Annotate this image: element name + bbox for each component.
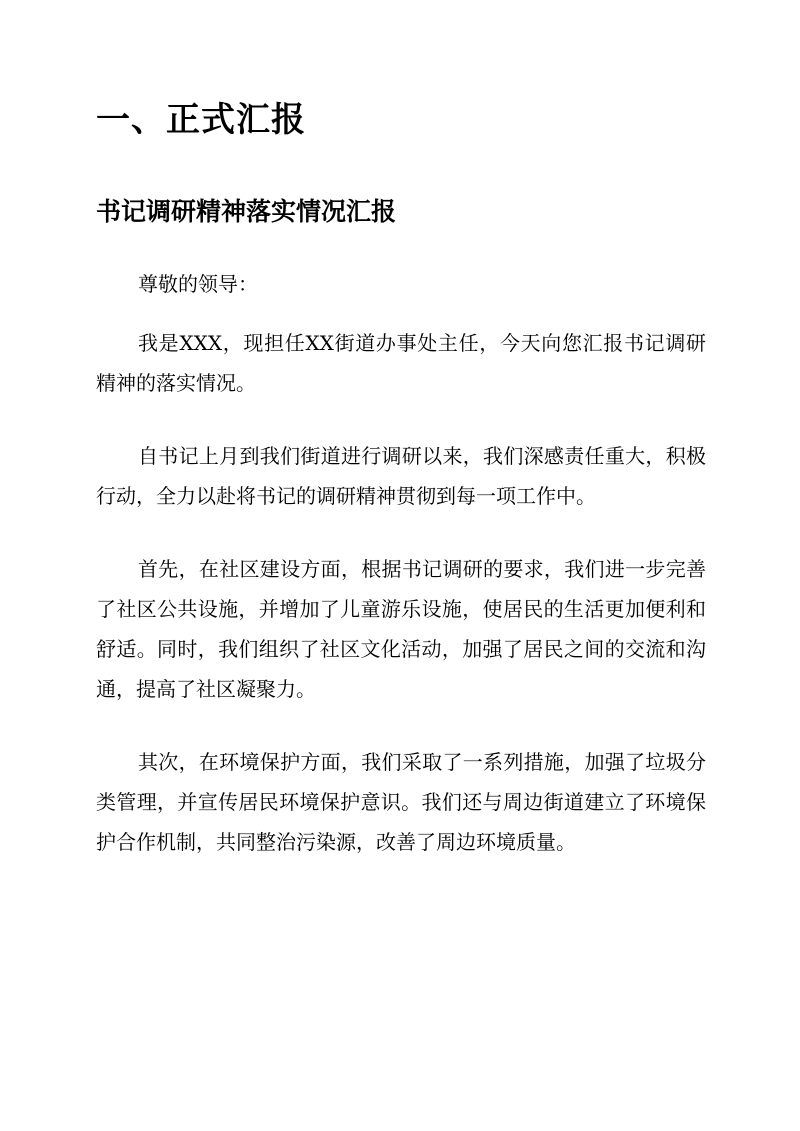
paragraph-introduction: 我是XXX，现担任XX街道办事处主任，今天向您汇报书记调研精神的落实情况。 — [96, 331, 706, 395]
salutation: 尊敬的领导： — [138, 272, 258, 296]
paragraph-community-building: 首先，在社区建设方面，根据书记调研的要求，我们进一步完善了社区公共设施，并增加了儿童游乐设施，使居民的生活更加便利和舒适。同时，我们组织了社区文化活动，加强了居民之间的交流和沟通，提高了社区凝聚力。 — [96, 557, 706, 701]
report-title: 书记调研精神落实情况汇报 — [96, 197, 397, 226]
section-heading: 一、正式汇报 — [96, 100, 306, 140]
paragraph-background: 自书记上月到我们街道进行调研以来，我们深感责任重大，积极行动，全力以赴将书记的调研精神贯彻到每一项工作中。 — [96, 444, 706, 508]
paragraph-environmental-protection: 其次，在环境保护方面，我们采取了一系列措施，加强了垃圾分类管理，并宣传居民环境保护意识。我们还与周边街道建立了环境保护合作机制，共同整治污染源，改善了周边环境质量。 — [96, 750, 706, 854]
